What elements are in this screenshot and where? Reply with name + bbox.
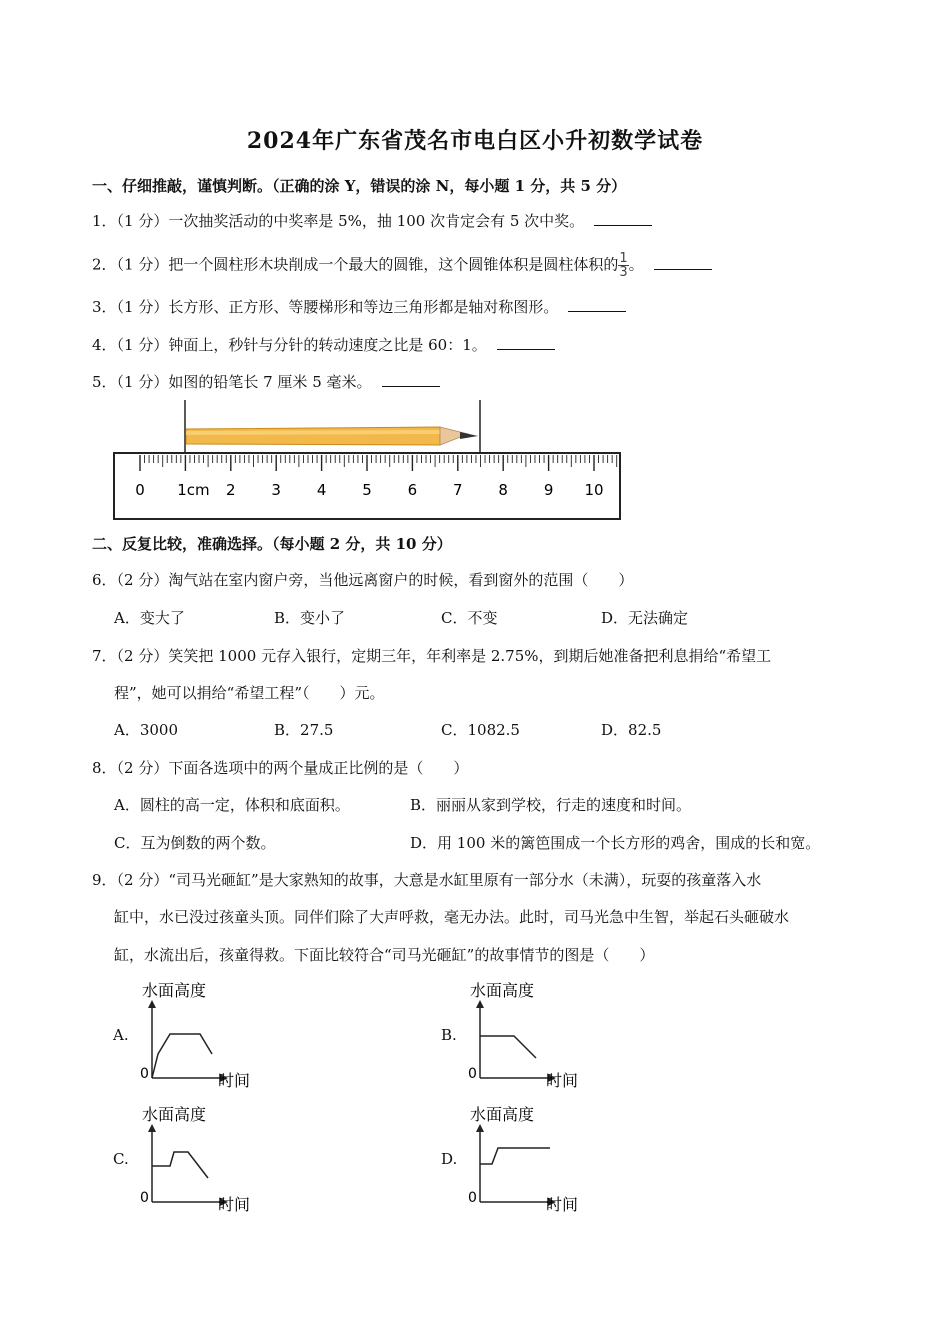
svg-text:0: 0 xyxy=(468,1066,477,1082)
graph-b-xlabel: 时间 xyxy=(546,1071,579,1090)
section2-heading: 二、反复比较，准确选择。（每小题 2 分，共 10 分） xyxy=(92,535,452,553)
answer-blank-1[interactable] xyxy=(594,211,652,226)
ruler-label: 1cm xyxy=(177,481,210,499)
q8-option-c[interactable]: C．互为倒数的两个数。 xyxy=(114,834,276,852)
q9-option-a[interactable]: A. xyxy=(113,1026,129,1044)
q6-option-a[interactable]: A．变大了 xyxy=(114,609,185,627)
q8-option-d[interactable]: D．用 100 米的篱笆围成一个长方形的鸡舍，围成的长和宽。 xyxy=(410,834,821,852)
question-5 xyxy=(92,371,440,392)
question-2: 2．（1 分）把一个圆柱形木块削成一个最大的圆锥，这个圆锥体积是圆柱体积的 $\frac{1}{3}$ 。 xyxy=(92,252,712,279)
graph-a-line xyxy=(152,1034,212,1078)
question-1-text: 1．（1 分）一次抽奖活动的中奖率是 5%，抽 100 次肯定会有 5 次中奖。 xyxy=(92,212,585,230)
answer-blank-2[interactable] xyxy=(654,255,712,270)
graph-c-xlabel: 时间 xyxy=(218,1195,251,1214)
graph-d-xlabel: 时间 xyxy=(546,1195,579,1214)
question-3 xyxy=(92,296,626,317)
graph-b[interactable] xyxy=(464,978,594,1090)
graph-d-line xyxy=(480,1148,550,1164)
graph-a[interactable] xyxy=(136,978,266,1090)
question-8-text: 8．（2 分）下面各选项中的两个量成正比例的是（ ） xyxy=(92,759,469,777)
svg-text:0: 0 xyxy=(468,1190,477,1206)
answer-blank-3[interactable] xyxy=(568,297,626,312)
q9-option-c[interactable]: C. xyxy=(113,1150,129,1168)
ruler-label: 2 xyxy=(226,481,236,499)
question-3-text: 3．（1 分）长方形、正方形、等腰梯形和等边三角形都是轴对称图形。 xyxy=(92,298,559,316)
ruler-label: 8 xyxy=(498,481,508,499)
svg-text:0: 0 xyxy=(140,1190,149,1206)
fraction-one-third: $\frac{1}{3}$ xyxy=(619,251,628,280)
question-4 xyxy=(92,334,555,355)
ruler-pencil-figure xyxy=(112,398,622,522)
ruler-label: 7 xyxy=(453,481,463,499)
graph-d[interactable] xyxy=(464,1102,594,1214)
ruler-label: 5 xyxy=(362,481,372,499)
q6-option-c[interactable]: C．不变 xyxy=(441,609,498,627)
question-7-line1: 7．（2 分）笑笑把 1000 元存入银行，定期三年，年利率是 2.75%，到期后她准备把利息捐给“希望工 xyxy=(92,647,772,665)
page-title: 2024年广东省茂名市电白区小升初数学试卷 xyxy=(246,128,704,154)
graph-c[interactable] xyxy=(136,1102,266,1214)
ruler-label: 0 xyxy=(135,481,145,499)
svg-text:0: 0 xyxy=(140,1066,149,1082)
ruler-label: 6 xyxy=(407,481,418,499)
question-5-text: 5．（1 分）如图的铅笔长 7 厘米 5 毫米。 xyxy=(92,373,372,391)
q6-option-b[interactable]: B．变小了 xyxy=(274,609,346,627)
q7-option-c[interactable]: C．1082.5 xyxy=(441,721,520,739)
q9-option-d[interactable]: D. xyxy=(441,1150,458,1168)
pencil-icon xyxy=(186,427,478,445)
q7-option-d[interactable]: D．82.5 xyxy=(601,721,662,739)
question-9-line1: 9．（2 分）“司马光砸缸”是大家熟知的故事，大意是水缸里原有一部分水（未满），玩耍的孩童落入水 xyxy=(92,871,762,889)
answer-blank-5[interactable] xyxy=(382,372,440,387)
q8-option-b[interactable]: B．丽丽从家到学校，行走的速度和时间。 xyxy=(410,796,692,814)
q7-option-b[interactable]: B．27.5 xyxy=(274,721,334,739)
graph-d-ylabel: 水面高度 xyxy=(470,1105,535,1124)
question-9-line3: 缸，水流出后，孩童得救。下面比较符合“司马光砸缸”的故事情节的图是（ ） xyxy=(114,946,655,964)
question-6-text: 6．（2 分）淘气站在室内窗户旁，当他远离窗户的时候，看到窗外的范围（ ） xyxy=(92,571,634,589)
ruler-label: 4 xyxy=(316,481,327,499)
graph-a-xlabel: 时间 xyxy=(218,1071,251,1090)
q8-option-a[interactable]: A．圆柱的高一定，体积和底面积。 xyxy=(114,796,350,814)
q7-option-a[interactable]: A．3000 xyxy=(114,721,179,739)
graph-a-ylabel: 水面高度 xyxy=(142,981,207,1000)
question-2-text: 2．（1 分）把一个圆柱形木块削成一个最大的圆锥，这个圆锥体积是圆柱体积的 xyxy=(92,255,619,274)
q6-option-d[interactable]: D．无法确定 xyxy=(601,609,689,627)
graph-b-ylabel: 水面高度 xyxy=(470,981,535,1000)
graph-b-line xyxy=(480,1036,536,1058)
ruler-label: 3 xyxy=(271,481,281,499)
question-1 xyxy=(92,210,652,231)
question-7-line2: 程”，她可以捐给“希望工程”（ ）元。 xyxy=(114,684,385,702)
ruler-label: 10 xyxy=(584,481,604,499)
graph-c-line xyxy=(152,1152,208,1178)
question-4-text: 4．（1 分）钟面上，秒针与分针的转动速度之比是 60：1。 xyxy=(92,336,487,354)
answer-blank-4[interactable] xyxy=(497,335,555,350)
ruler-label: 9 xyxy=(543,481,554,499)
graph-c-ylabel: 水面高度 xyxy=(142,1105,207,1124)
section1-heading: 一、仔细推敲，谨慎判断。（正确的涂 Y，错误的涂 N，每小题 1 分，共 5 分） xyxy=(92,177,627,195)
q9-option-b[interactable]: B. xyxy=(441,1026,457,1044)
question-9-line2: 缸中，水已没过孩童头顶。同伴们除了大声呼救，毫无办法。此时，司马光急中生智，举起石头砸破水 xyxy=(114,908,790,926)
